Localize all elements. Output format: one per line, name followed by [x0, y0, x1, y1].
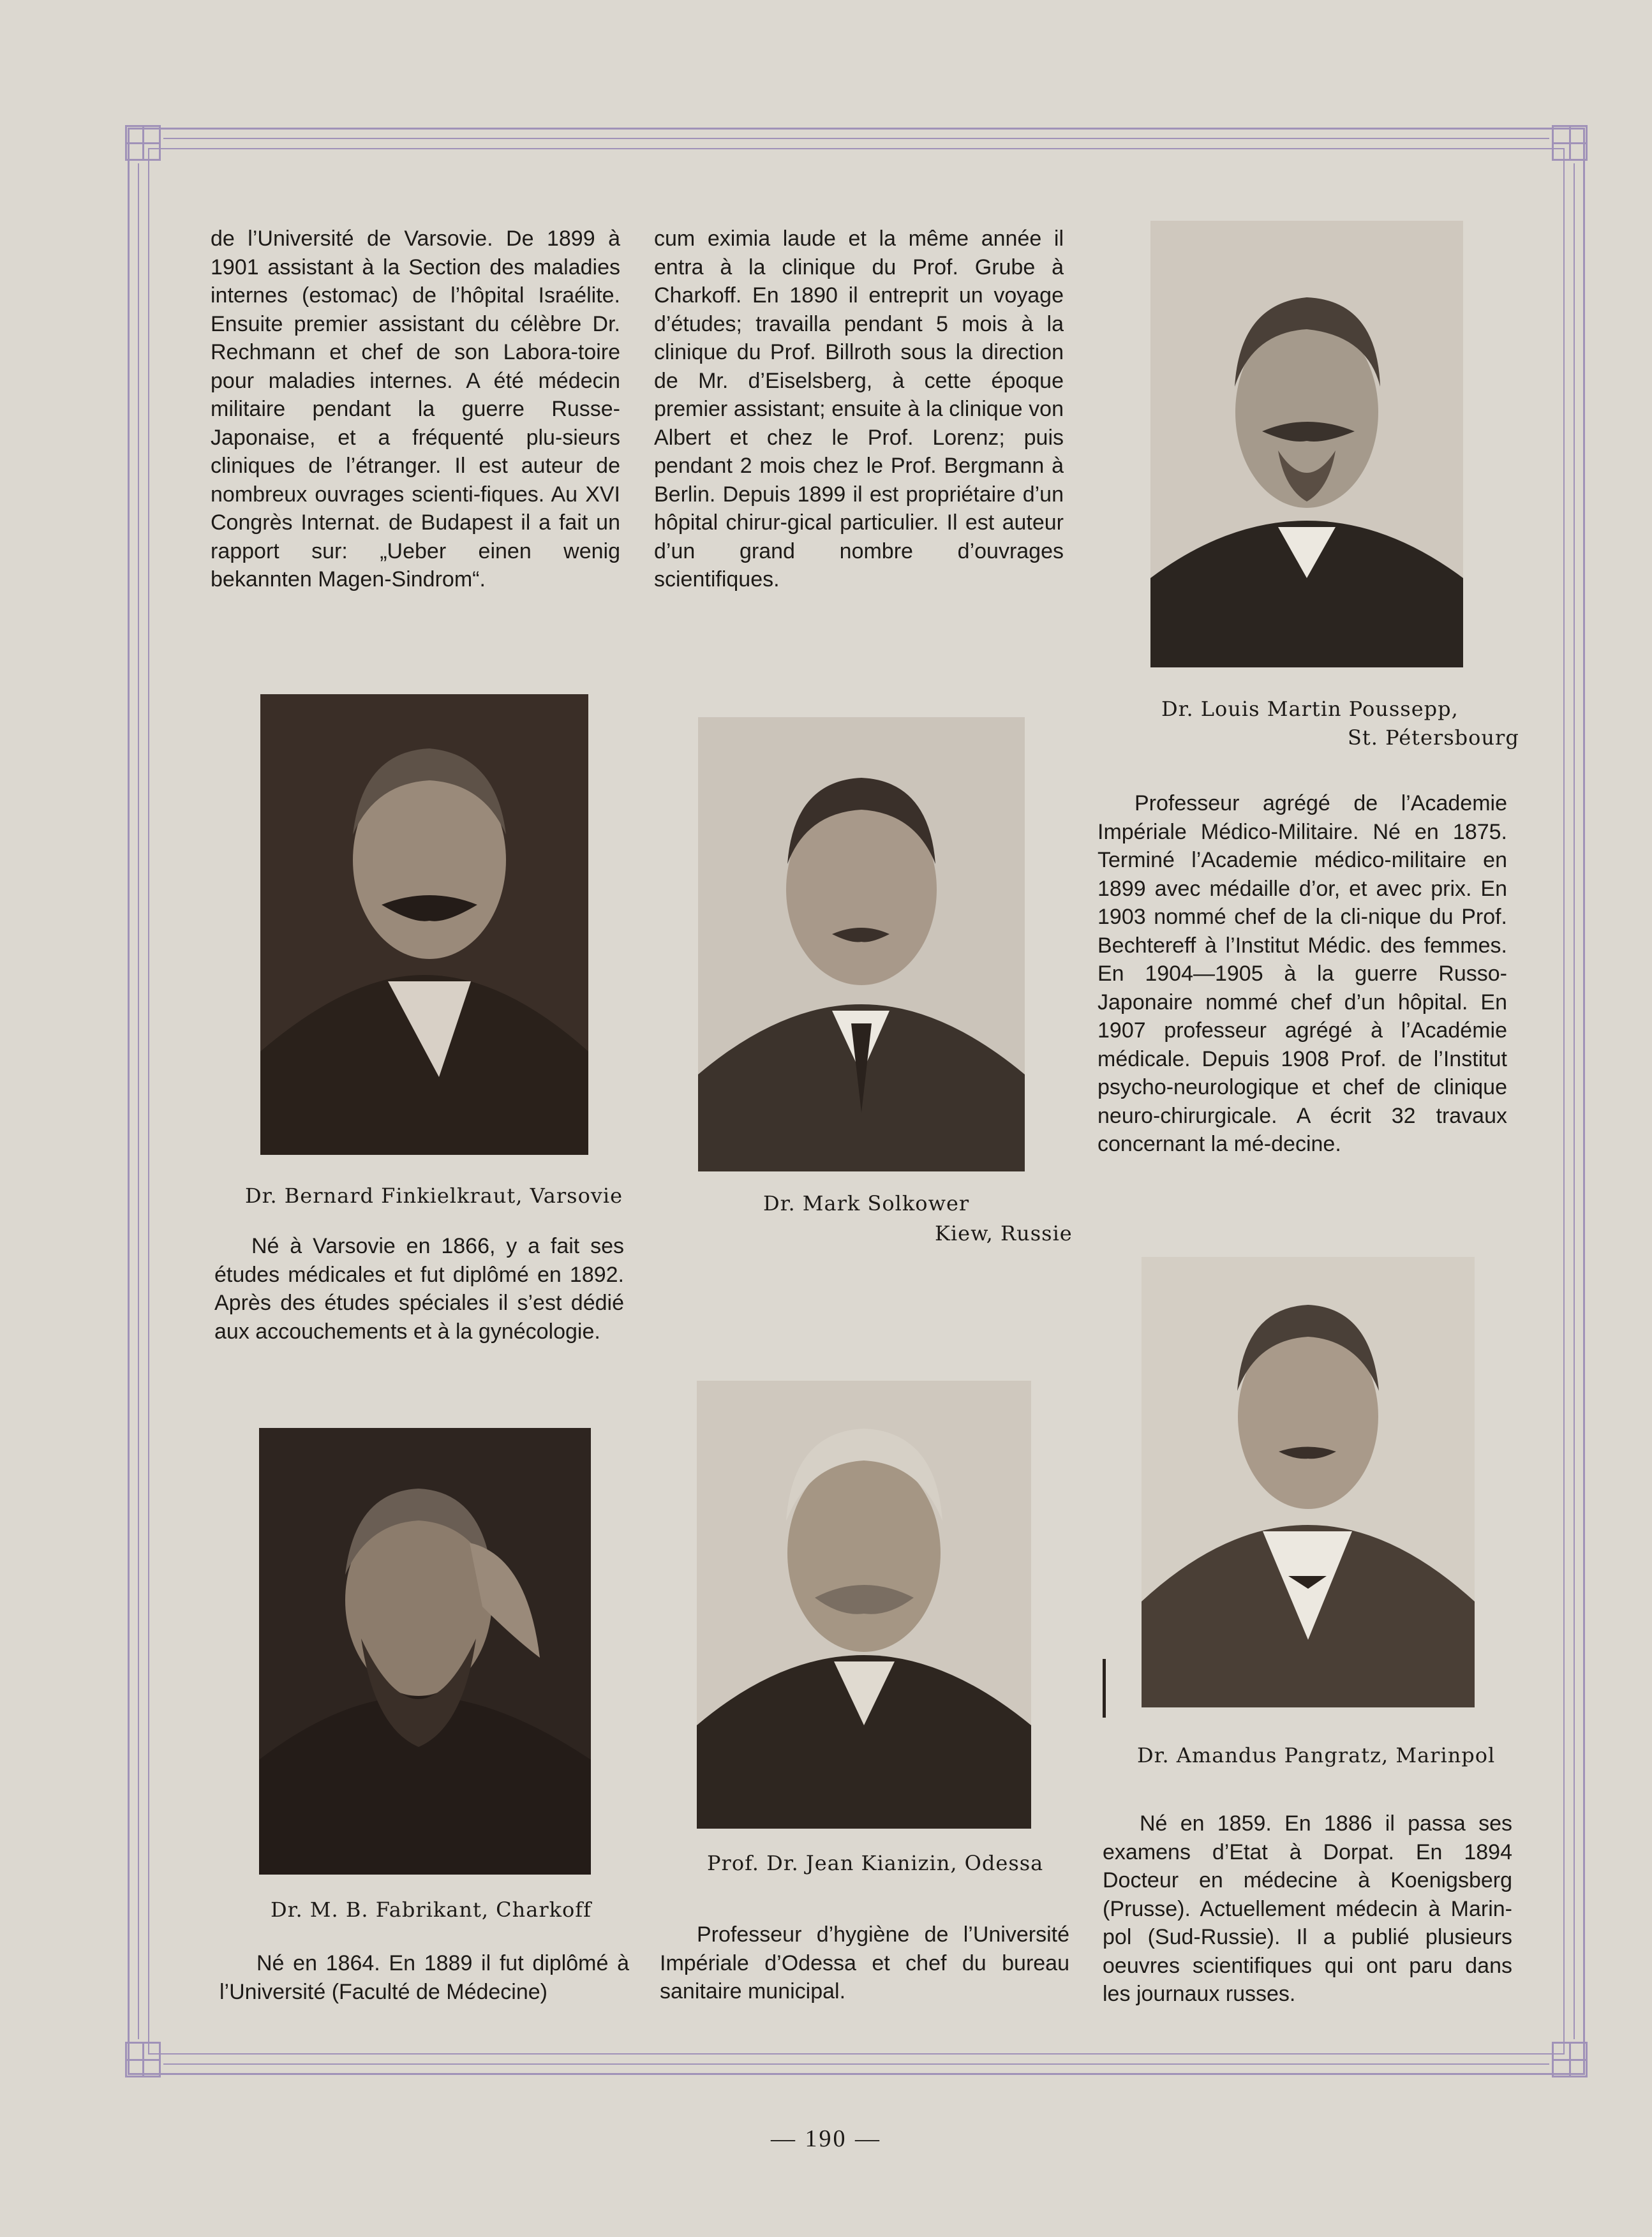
kianizin-biography — [660, 1921, 1069, 2006]
corner-ornament-icon — [1552, 125, 1588, 161]
portrait-photo-pangratz — [1142, 1257, 1475, 1707]
column-1-top-text — [211, 225, 620, 594]
frame-bottom-rule — [163, 2063, 1549, 2065]
portrait-photo-finkielkraut — [260, 694, 588, 1155]
pangratz-biography — [1103, 1810, 1512, 2009]
portrait-caption-kianizin: Prof. Dr. Jean Kianizin, Odessa — [707, 1851, 1044, 1875]
portrait-photo-kianizin — [697, 1381, 1031, 1829]
portrait-caption-pangratz: Dr. Amandus Pangratz, Marinpol — [1137, 1743, 1496, 1767]
biography-text: Professeur agrégé de l’Academie Impériale Médico-Militaire. Né en 1875. Terminé l’Academie médico-militaire en 1899 avec médaille d’or, et avec prix. En 1903 nommé chef de la cli-nique du Prof. Bechtereff à l’Institut Médic. des femmes. En 1904—1905 à la guerre Russo-Japonaire nommé chef d’un hôpital. En 1907 professeur agrégé à l’Académie médicale. Depuis 1908 Prof. de l’Institut psycho-neurologique et chef de clinique neuro-chirurgicale. A écrit 32 travaux concernant la mé-decine. — [1098, 791, 1507, 1156]
portrait-place-solkower: Kiew, Russie — [935, 1221, 1073, 1245]
portrait-photo-poussepp — [1150, 221, 1463, 667]
biography-continuation: cum eximia laude et la même année il entra à la clinique du Prof. Grube à Charkoff. En 1890 il entreprit un voyage d’études; travailla pendant 5 mois à la clinique du Prof. Billroth sous la direction de Mr. d’Eiselsberg, à cette époque premier assistant; ensuite à la clinique von Albert et chez le Prof. Lorenz; puis pendant 2 mois chez le Prof. Bergmann à Berlin. Depuis 1899 il est propriétaire d’un hôpital chirur-gical particulier. Il est auteur d’un grand nombre d’ouvrages scientifiques. — [654, 227, 1064, 591]
portrait-caption-solkower: Dr. Mark Solkower — [763, 1191, 970, 1215]
biography-continuation: de l’Université de Varsovie. De 1899 à 1901 assistant à la Section des maladies internes (estomac) de l’hôpital Israélite. Ensuite premier assistant du célèbre Dr. Rechmann et chef de son Labora-toire pour maladies internes. A été médecin militaire pendant la guerre Russe-Japonaise, et a fréquenté plu-sieurs cliniques de l’étranger. Il est auteur de nombreux ouvrages scienti-fiques. Au XVI Congrès Internat. de Budapest il a fait un rapport sur: „Ueber einen wenig bekannten Magen-Sindrom“. — [211, 227, 620, 591]
biography-text: Professeur d’hygiène de l’Université Impériale d’Odessa et chef du bureau sanitaire municipal. — [660, 1922, 1069, 2003]
frame-right-rule — [1574, 163, 1575, 2039]
column-2-top-text — [654, 225, 1064, 594]
poussepp-biography — [1098, 789, 1507, 1159]
portrait-photo-fabrikant — [259, 1428, 591, 1875]
portrait-caption-finkielkraut: Dr. Bernard Finkielkraut, Varsovie — [245, 1184, 623, 1208]
portrait-place-poussepp: St. Pétersbourg — [1348, 725, 1519, 750]
portrait-photo-solkower — [698, 717, 1025, 1171]
frame-left-rule — [138, 163, 139, 2039]
page-number: — 190 — — [771, 2125, 881, 2152]
portrait-caption-fabrikant: Dr. M. B. Fabrikant, Charkoff — [271, 1898, 592, 1922]
biography-text: Né en 1864. En 1889 il fut diplômé à l’Université (Faculté de Médecine) — [220, 1951, 629, 2004]
portrait-caption-poussepp: Dr. Louis Martin Poussepp, — [1161, 697, 1459, 721]
corner-ornament-icon — [1552, 2042, 1588, 2077]
fabrikant-biography — [220, 1949, 629, 2006]
margin-mark — [1103, 1659, 1106, 1718]
finkielkraut-biography — [214, 1232, 624, 1346]
corner-ornament-icon — [125, 125, 161, 161]
frame-top-rule — [163, 138, 1549, 139]
biography-text: Né à Varsovie en 1866, y a fait ses études médicales et fut diplômé en 1892. Après des études spéciales il s’est dédié aux accouchements et à la gynécologie. — [214, 1234, 624, 1344]
biography-text: Né en 1859. En 1886 il passa ses examens d’Etat à Dorpat. En 1894 Docteur en médecine à Koenigsberg (Prusse). Actuellement médecin à Marin-pol (Sud-Russie). Il a publié plusieurs oeuvres scientifiques qui ont paru dans les journaux russes. — [1103, 1811, 1512, 2006]
corner-ornament-icon — [125, 2042, 161, 2077]
